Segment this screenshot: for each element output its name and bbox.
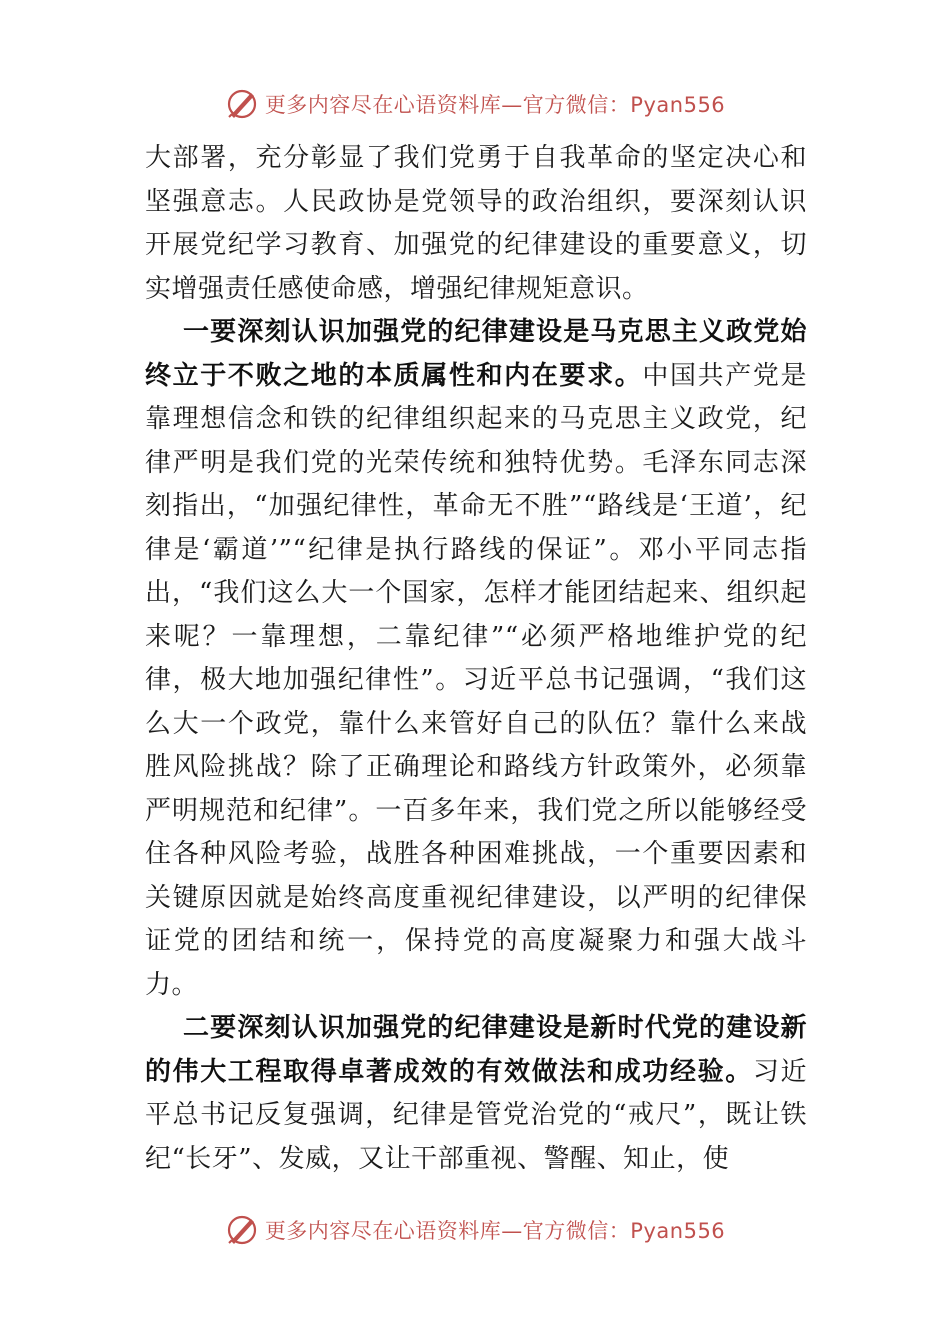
header-banner-text: 更多内容尽在心语资料库—官方微信：Pyan556 bbox=[264, 93, 726, 117]
paragraph-3-heading: 二要深刻认识加强党的纪律建设是新时代党的建设新的伟大工程取得卓著成效的有效做法和成功经验。 bbox=[145, 1013, 807, 1087]
paragraph-3-body: 习近平总书记反复强调，纪律是管党治党的“戒尺”，既让铁纪“长牙”、发威，又让干部重视、警醒、知止，使 bbox=[145, 1056, 807, 1174]
paragraph-2-body: 中国共产党是靠理想信念和铁的纪律组织起来的马克思主义政党，纪律严明是我们党的光荣传统和独特优势。毛泽东同志深刻指出，“加强纪律性，革命无不胜”“路线是‘王道’，纪律是‘霸道’”“纪律是执行路线的保证”。邓小平同志指出，“我们这么大一个国家，怎样才能团结起来、组织起来呢？一靠理想，二靠纪律”“必须严格地维护党的纪律，极大地加强纪律性”。习近平总书记强调，“我们这么大一个政党，靠什么来管好自己的队伍？靠什么来战胜风险挑战？除了正确理论和路线方针政策外，必须靠严明规范和纪律”。一百多年来，我们党之所以能够经受住各种风险考验，战胜各种困难挑战，一个重要因素和关键原因就是始终高度重视纪律建设，以严明的纪律保证党的团结和统一，保持党的高度凝聚力和强大战斗力。 bbox=[145, 360, 807, 1000]
footer-banner-text: 更多内容尽在心语资料库—官方微信：Pyan556 bbox=[264, 1219, 726, 1243]
footer-banner bbox=[0, 1208, 950, 1252]
pen-logo-icon bbox=[225, 87, 259, 121]
pen-logo-icon bbox=[225, 1213, 259, 1247]
paragraph-1 bbox=[145, 137, 807, 311]
paragraph-2 bbox=[145, 311, 807, 1007]
document-body bbox=[145, 137, 807, 1181]
header-banner bbox=[0, 82, 950, 126]
paragraph-1-body: 大部署，充分彰显了我们党勇于自我革命的坚定决心和坚强意志。人民政协是党领导的政治组织，要深刻认识开展党纪学习教育、加强党的纪律建设的重要意义，切实增强责任感使命感，增强纪律规矩意识。 bbox=[145, 143, 807, 304]
paragraph-2-heading: 一要深刻认识加强党的纪律建设是马克思主义政党始终立于不败之地的本质属性和内在要求。 bbox=[145, 317, 807, 391]
paragraph-3 bbox=[145, 1007, 807, 1181]
